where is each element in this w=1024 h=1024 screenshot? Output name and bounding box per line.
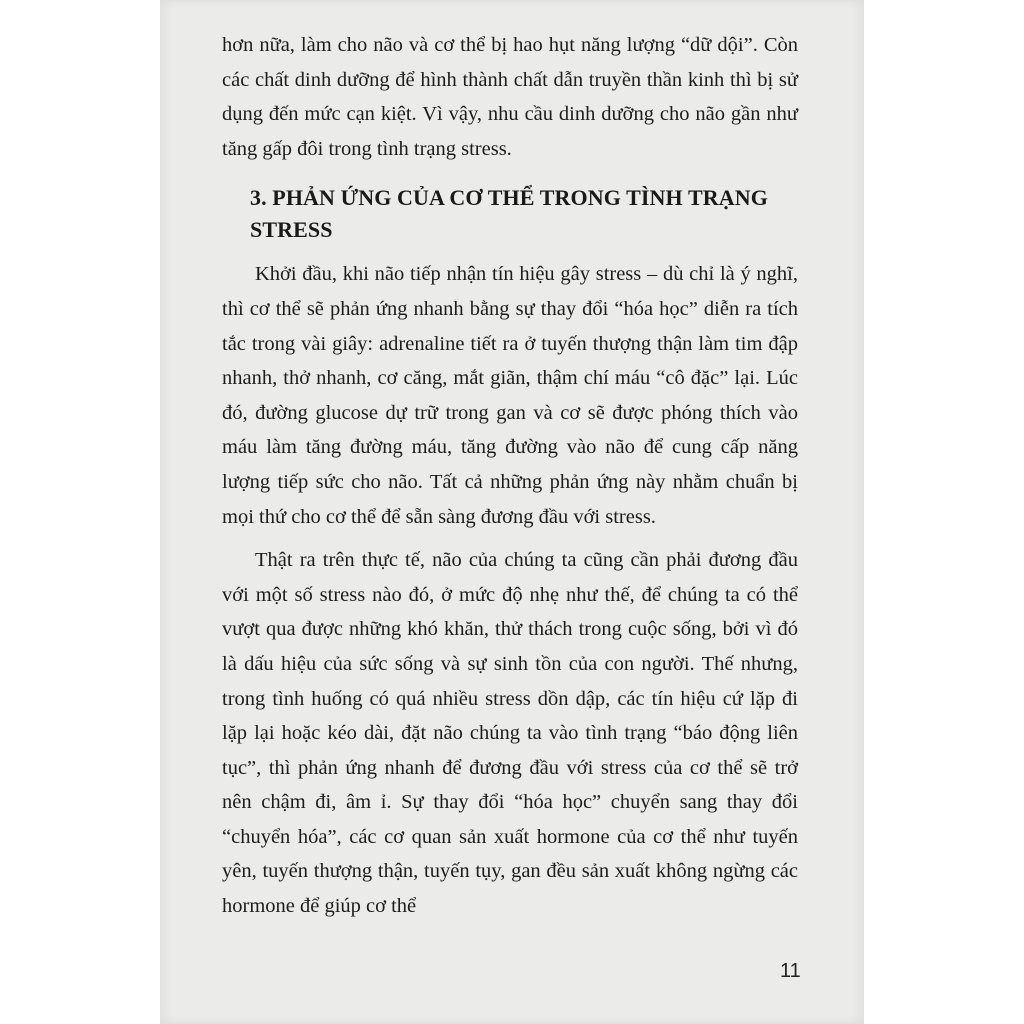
section-heading: 3. PHẢN ỨNG CỦA CƠ THỂ TRONG TÌNH TRẠNG STRESS bbox=[250, 185, 768, 243]
page-number: 11 bbox=[780, 960, 801, 982]
book-page bbox=[160, 0, 864, 1024]
paragraph-gap bbox=[222, 534, 798, 543]
paragraph-chronic-stress: Thật ra trên thực tế, não của chúng ta cũng cần phải đương đầu với một số stress nào đó, ở mức độ nhẹ như thế, để chúng ta có thể vượt qua được những khó khăn, thử thách trong cuộc sống, bởi vì đó là dấu hiệu của sức sống và sự sinh tồn của con người. Thế nhưng, trong tình huống có quá nhiều stress dồn dập, các tín hiệu cứ lặp đi lặp lại hoặc kéo dài, đặt não chúng ta vào tình trạng “báo động liên tục”, thì phản ứng nhanh để đương đầu với stress của cơ thể sẽ trở nên chậm đi, âm ỉ. Sự thay đổi “hóa học” chuyển sang thay đổi “chuyển hóa”, các cơ quan sản xuất hormone của cơ thể như tuyến yên, tuyến thượng thận, tuyến tụy, gan đều sản xuất không ngừng các hormone để giúp cơ thể bbox=[222, 549, 798, 918]
page-body bbox=[222, 28, 798, 924]
paragraph-stress-response: Khởi đầu, khi não tiếp nhận tín hiệu gây stress – dù chỉ là ý nghĩ, thì cơ thể sẽ phản ứng nhanh bằng sự thay đổi “hóa học” diễn ra tích tắc trong vài giây: adrenaline tiết ra ở tuyến thượng thận làm tim đập nhanh, thở nhanh, cơ căng, mắt giãn, thậm chí máu “cô đặc” lại. Lúc đó, đường glucose dự trữ trong gan và cơ sẽ được phóng thích vào máu làm tăng đường máu, tăng đường vào não để cung cấp năng lượng tiếp sức cho não. Tất cả những phản ứng này nhằm chuẩn bị mọi thứ cho cơ thể để sẵn sàng đương đầu với stress. bbox=[222, 263, 798, 528]
paragraph-continued: hơn nữa, làm cho não và cơ thể bị hao hụt năng lượng “dữ dội”. Còn các chất dinh dưỡng để hình thành chất dẫn truyền thần kinh thì bị sử dụng đến mức cạn kiệt. Vì vậy, nhu cầu dinh dưỡng cho não gần như tăng gấp đôi trong tình trạng stress. bbox=[222, 34, 798, 160]
